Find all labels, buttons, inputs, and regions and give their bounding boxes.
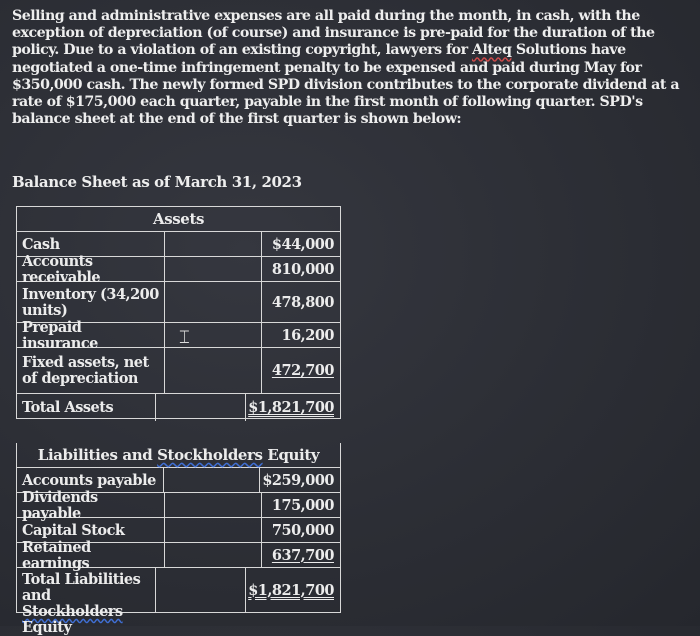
problem-text-part1: Selling and administrative expenses are all paid during the month, in cash, with the exception of depreciation (of course) and insurance is pre-paid for the duration of the policy. Due to a violation of an existing copyright, lawyers for — [12, 8, 655, 59]
liabilities-header — [17, 443, 340, 467]
assets-header: Assets — [17, 207, 340, 232]
text-cursor-icon: ⌶ — [179, 327, 190, 348]
problem-description — [12, 8, 688, 128]
row-label: Accounts receivable — [17, 257, 165, 281]
row-value-cell — [261, 543, 340, 567]
row-value-cell — [245, 394, 340, 421]
liabilities-header-text3: Equity — [262, 446, 320, 464]
empty-cell — [165, 348, 261, 393]
row-value: 472,700 — [271, 362, 334, 379]
table-row-total-liabilities — [17, 568, 340, 636]
text-cursor-area — [165, 323, 261, 347]
row-label — [17, 568, 156, 636]
row-value: 175,000 — [261, 493, 340, 517]
row-value-cell — [245, 568, 340, 612]
row-value: 16,200 — [261, 323, 340, 347]
problem-text-part2: Solutions have negotiated a one-time infringement penalty to be expensed and paid during May for $350,000 cash. The newly formed SPD division contributes to the corporate dividend at a rate of $175,000 each quarter, payable in the first month of following quarter. SPD's balance sheet at the end of the first quarter is shown below: — [12, 42, 680, 128]
assets-table — [16, 206, 341, 419]
row-label: Dividends payable — [17, 493, 165, 517]
balance-sheet-title: Balance Sheet as of March 31, 2023 — [12, 173, 302, 191]
row-label: Cash — [17, 232, 165, 256]
table-row-fixed-assets — [17, 348, 340, 394]
empty-cell — [156, 394, 246, 421]
row-label: Inventory (34,200 units) — [17, 282, 165, 322]
row-value: 478,800 — [261, 282, 340, 322]
row-value-cell — [261, 348, 340, 393]
empty-cell — [165, 543, 261, 567]
row-value: $44,000 — [261, 232, 340, 256]
table-row-retained-earnings — [17, 538, 340, 572]
row-label: Prepaid insurance — [17, 323, 165, 347]
row-label-line1: Total Liabilities and — [22, 571, 141, 604]
row-value: 810,000 — [261, 257, 340, 281]
empty-cell — [165, 518, 261, 542]
liabilities-header-text1: Liabilities and — [37, 446, 158, 464]
empty-cell — [165, 257, 261, 281]
row-label: Accounts payable — [17, 468, 164, 492]
row-value: 750,000 — [261, 518, 340, 542]
row-value: 637,700 — [271, 546, 334, 564]
liabilities-table — [16, 443, 341, 636]
table-row-inventory — [17, 282, 340, 323]
table-row-total-assets — [17, 394, 340, 421]
company-name: Alteq — [471, 42, 512, 59]
table-row-accounts-receivable — [17, 252, 340, 286]
table-row-dividends-payable — [17, 488, 340, 522]
row-value: $1,821,700 — [248, 581, 334, 599]
row-value: $259,000 — [259, 468, 340, 492]
empty-cell — [164, 468, 259, 492]
table-row-prepaid-insurance — [17, 318, 340, 352]
empty-cell — [165, 282, 261, 322]
row-label: Total Assets — [17, 394, 156, 421]
row-label: Fixed assets, net of depreciation — [17, 348, 165, 393]
row-label: Retained earnings — [17, 543, 165, 567]
empty-cell — [156, 568, 246, 612]
row-label: Capital Stock — [17, 518, 165, 542]
row-label-line3: Equity — [22, 619, 72, 636]
row-value: $1,821,700 — [248, 399, 334, 416]
empty-cell — [165, 493, 261, 517]
row-label-line2: Stockholders — [22, 603, 123, 620]
empty-cell — [165, 232, 261, 256]
liabilities-header-text2: Stockholders — [157, 446, 263, 464]
